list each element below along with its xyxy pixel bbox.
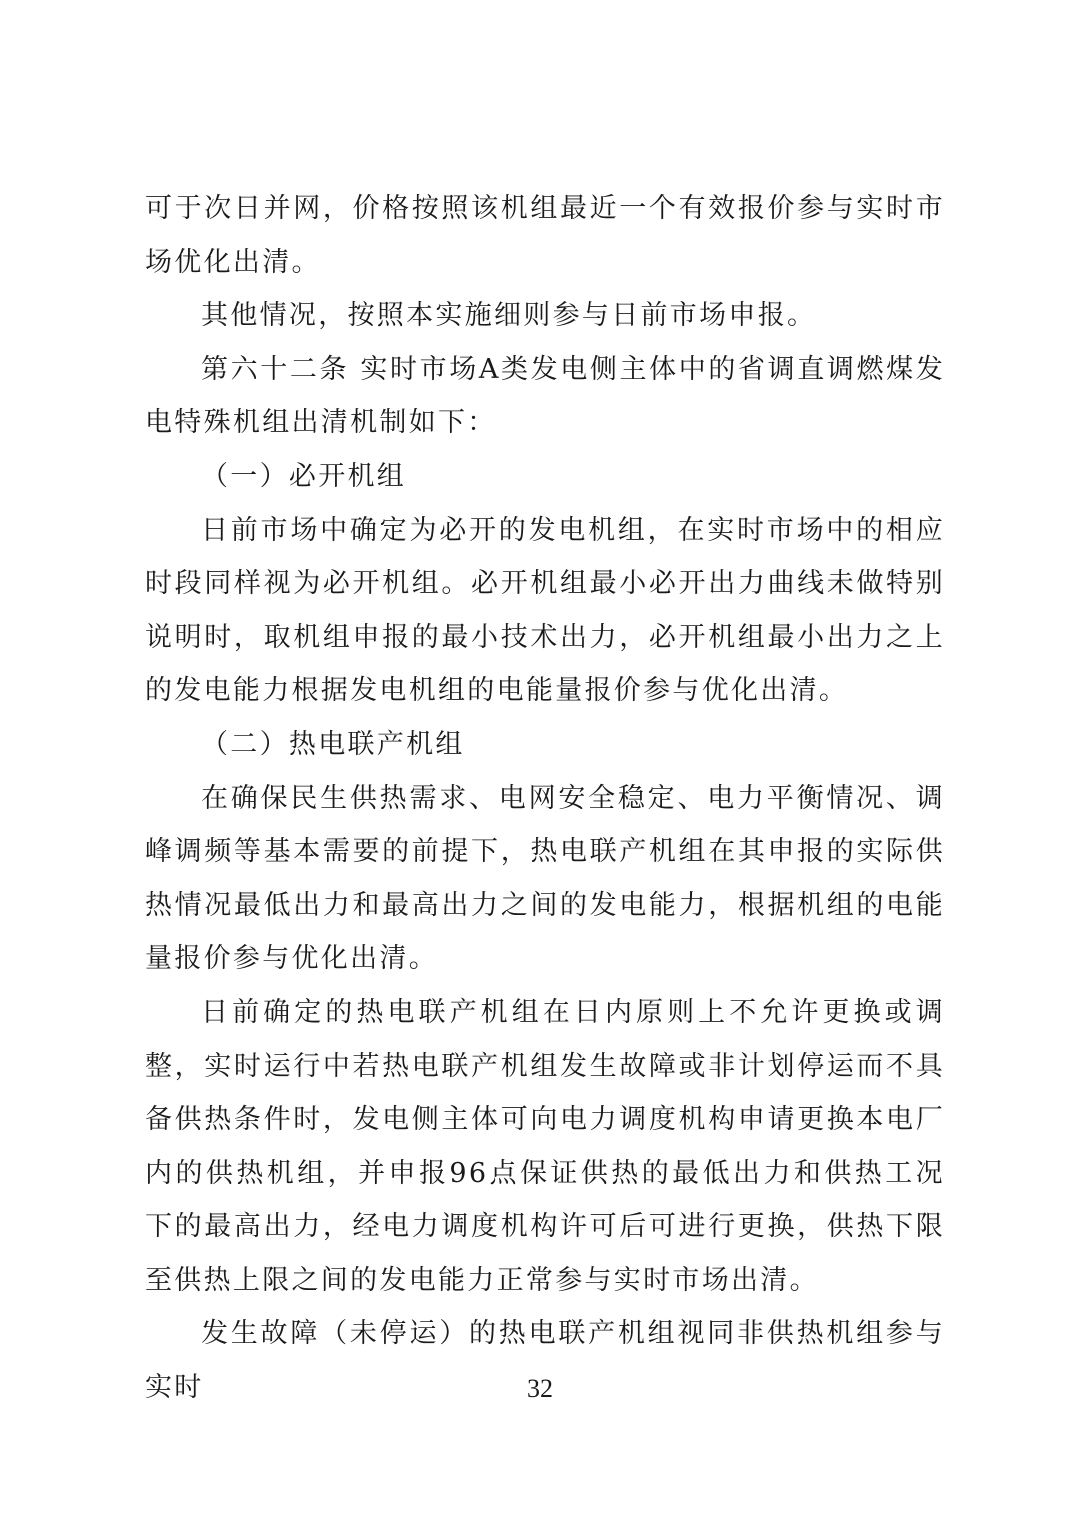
paragraph-chp-clearing: 在确保民生供热需求、电网安全稳定、电力平衡情况、调峰调频等基本需要的前提下，热电联产机组在其申报的实际供热情况最低出力和最高出力之间的发电能力，根据机组的电能量报价参与优化出清。 (145, 782, 945, 975)
paragraph-must-run-units: 日前市场中确定为必开的发电机组，在实时市场中的相应时段同样视为必开机组。必开机组最小必开出力曲线未做特别说明时，取机组申报的最小技术出力，必开机组最小出力之上的发电能力根据发电机组的电能量报价参与优化出清。 (145, 514, 945, 707)
paragraph-article-62: 第六十二条 实时市场A类发电侧主体中的省调直调燃煤发电特殊机组出清机制如下： (145, 353, 945, 439)
section-heading-chp-units: （二）热电联产机组 (201, 728, 465, 760)
page-number: 32 (527, 1374, 553, 1403)
paragraph-chp-fault: 发生故障（未停运）的热电联产机组视同非供热机组参与实时 (145, 1318, 945, 1404)
paragraph-chp-replacement: 日前确定的热电联产机组在日内原则上不允许更换或调整，实时运行中若热电联产机组发生故障或非计划停运而不具备供热条件时，发电侧主体可向电力调度机构申请更换本电厂内的供热机组，并申报96点保证供热的最低出力和供热工况下的最高出力，经电力调度机构许可后可进行更换，供热下限至供热上限之间的发电能力正常参与实时市场出清。 (145, 996, 945, 1296)
paragraph-continuation: 可于次日并网，价格按照该机组最近一个有效报价参与实时市场优化出清。 (145, 193, 945, 278)
section-heading-must-run-units: （一）必开机组 (201, 460, 407, 492)
paragraph-other-cases: 其他情况，按照本实施细则参与日前市场申报。 (201, 300, 817, 332)
document-body (145, 182, 945, 1415)
